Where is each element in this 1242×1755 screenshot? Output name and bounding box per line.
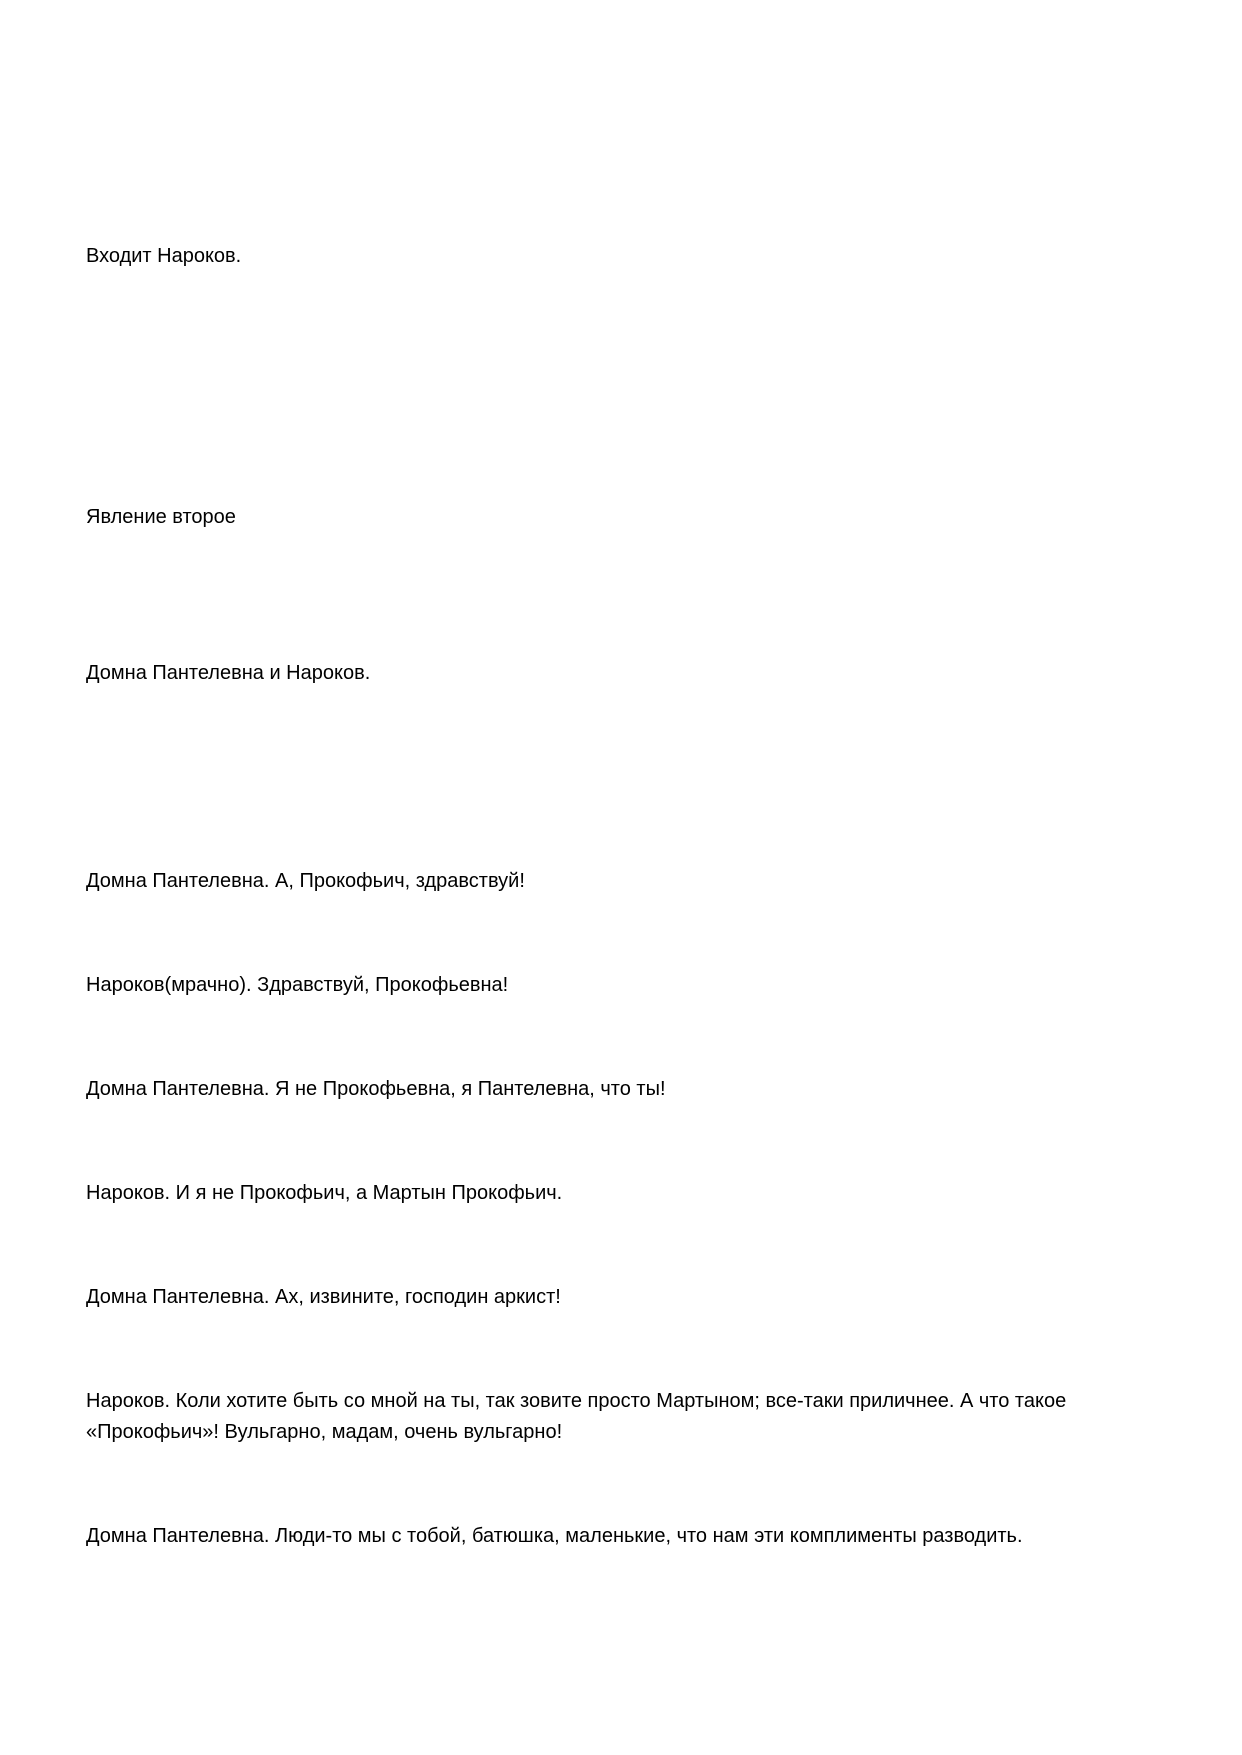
dialogue-line: Нароков(мрачно). Здравствуй, Прокофьевна!: [86, 974, 509, 996]
scene-heading: Явление второе: [86, 506, 236, 528]
dialogue-line: Домна Пантелевна. Люди-то мы с тобой, батюшка, маленькие, что нам эти комплименты разводить.: [86, 1525, 1023, 1547]
dialogue-line: Нароков. Коли хотите быть со мной на ты, так зовите просто Мартыном; все-таки приличнее. А что такое «Прокофьич»! Вульгарно, мадам, очень вульгарно!: [86, 1390, 1067, 1443]
dialogue-line: Нароков. И я не Прокофьич, а Мартын Прокофьич.: [86, 1182, 563, 1204]
dialogue-line: Домна Пантелевна. Я не Прокофьевна, я Пантелевна, что ты!: [86, 1078, 666, 1100]
stage-direction-enter: Входит Нароков.: [86, 245, 242, 267]
scene-characters: Домна Пантелевна и Нароков.: [86, 662, 371, 684]
dialogue-line: Домна Пантелевна. Ах, извините, господин аркист!: [86, 1286, 561, 1308]
dialogue-line: Домна Пантелевна. А, Прокофьич, здравствуй!: [86, 870, 525, 892]
